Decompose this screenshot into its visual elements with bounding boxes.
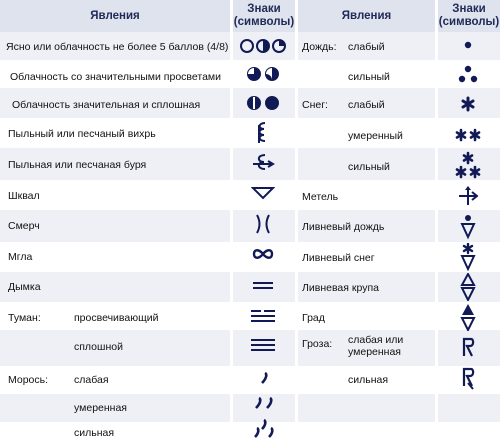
column-divider bbox=[435, 0, 438, 444]
label-snow-strong: сильный bbox=[348, 161, 390, 173]
rain-weak-icon bbox=[462, 39, 474, 51]
label-overcast: Облачность значительная и сплошная bbox=[12, 99, 201, 111]
label-snow-moderate: умеренный bbox=[348, 130, 403, 142]
fog-translucent-icon bbox=[250, 308, 276, 324]
drizzle-strong-icon bbox=[251, 418, 275, 440]
label-drizzle-moderate: умеренная bbox=[74, 402, 127, 414]
label-tornado: Смерч bbox=[8, 220, 40, 232]
smoke-icon bbox=[252, 280, 274, 292]
label-thunder-strong: сильная bbox=[348, 374, 389, 386]
label-dust-storm: Пыльная или песчаная буря bbox=[8, 159, 147, 171]
snow-weak-icon bbox=[460, 96, 476, 112]
drizzle-moderate-icon bbox=[251, 395, 275, 411]
label-rain-strong: сильный bbox=[348, 71, 390, 83]
cloud-breaks-icon bbox=[245, 64, 281, 84]
label-shower-snow: Ливневый снег bbox=[302, 252, 375, 264]
drizzle-weak-icon bbox=[257, 370, 269, 386]
hail-icon bbox=[459, 303, 477, 331]
fog-solid-icon bbox=[250, 337, 276, 353]
thunder-strong-icon bbox=[460, 366, 476, 390]
label-fog-translucent: просвечивающий bbox=[74, 312, 159, 324]
rain-strong-icon bbox=[458, 64, 478, 84]
shower-snow-icon bbox=[459, 243, 477, 271]
label-clear: Ясно или облачность не более 5 баллов (4/8) bbox=[6, 41, 229, 53]
label-drizzle: Морось: bbox=[8, 374, 49, 386]
label-fog-solid: сплошной bbox=[74, 341, 123, 353]
shower-grains-icon bbox=[459, 273, 477, 301]
label-thunder-weak-line2: умеренная bbox=[348, 346, 401, 358]
label-drizzle-weak: слабая bbox=[74, 374, 109, 386]
clear-sky-icon bbox=[238, 36, 288, 56]
label-blizzard: Метель bbox=[302, 191, 339, 203]
header-signs-left: Знаки (символы) bbox=[233, 0, 295, 32]
label-haze: Мгла bbox=[8, 251, 33, 263]
label-rain-weak: слабый bbox=[348, 41, 385, 53]
label-drizzle-strong: сильная bbox=[74, 427, 115, 439]
label-snow-weak: слабый bbox=[348, 99, 385, 111]
label-fog: Туман: bbox=[8, 312, 41, 324]
overcast-icon bbox=[245, 93, 281, 113]
label-shower-grains: Ливневая крупа bbox=[302, 282, 379, 294]
header-phenomena-left: Явления bbox=[0, 0, 230, 32]
header-signs-right: Знаки (символы) bbox=[438, 0, 500, 32]
thunder-weak-icon bbox=[460, 336, 476, 358]
label-breaks: Облачность со значительными просветами bbox=[10, 71, 221, 83]
shower-rain-icon bbox=[459, 214, 477, 240]
label-rain: Дождь: bbox=[302, 41, 337, 53]
snow-moderate-icon bbox=[454, 123, 482, 147]
dust-storm-icon bbox=[251, 152, 275, 176]
blizzard-icon bbox=[458, 185, 478, 207]
column-divider bbox=[295, 0, 298, 444]
column-divider bbox=[230, 0, 233, 444]
header-phenomena-right: Явления bbox=[298, 0, 435, 32]
table-row bbox=[0, 272, 500, 302]
label-shower-rain: Ливневый дождь bbox=[302, 221, 385, 233]
label-thunder: Гроза: bbox=[302, 338, 333, 350]
snow-strong-icon bbox=[454, 151, 482, 181]
label-snow: Снег: bbox=[302, 99, 328, 111]
squall-icon bbox=[251, 185, 275, 201]
dust-whirl-icon bbox=[254, 120, 272, 146]
label-hail: Град bbox=[302, 312, 325, 324]
label-dust-whirl: Пыльный или песчаный вихрь bbox=[8, 128, 156, 140]
label-squall: Шквал bbox=[8, 190, 40, 202]
tornado-icon bbox=[254, 213, 272, 235]
table-row bbox=[0, 210, 500, 242]
label-thunder-weak-line1: слабая или bbox=[348, 334, 404, 346]
haze-icon bbox=[251, 247, 275, 261]
label-smoke: Дымка bbox=[8, 281, 41, 293]
